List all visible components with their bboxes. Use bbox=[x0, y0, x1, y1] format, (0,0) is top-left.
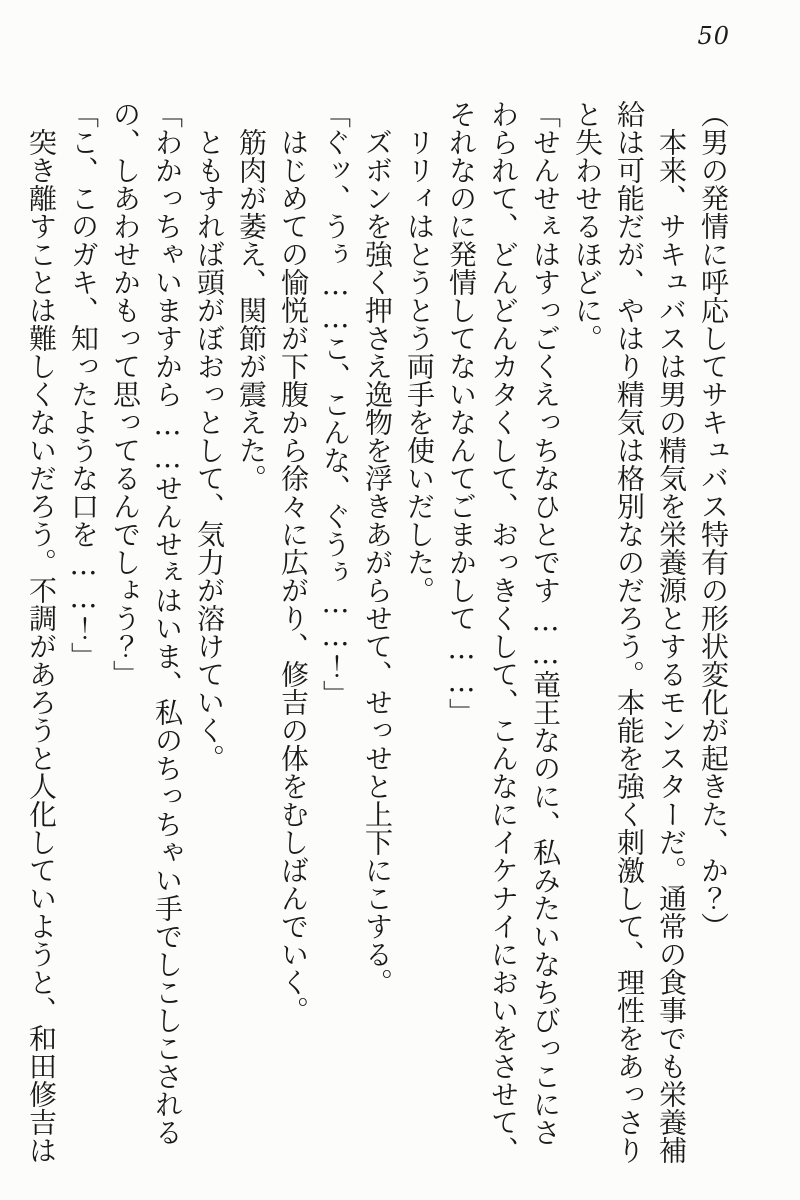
paragraph: 「ぐッ、うぅ……こ、こんな、ぐうぅ……！」 bbox=[319, 100, 352, 708]
paragraph: はじめての愉悦が下腹から徐々に広がり、修吉の体をむしばんでいく。 bbox=[277, 128, 310, 1024]
paragraph: 「せんせぇはすっごくえっちなひとです……竜王なのに、私みたいなちびっこにさわられて、どんどんカタくして、おっきくして、こんなにイケナイにおいをさせて、それなのに発情してないなんてごまかして……」 bbox=[445, 100, 562, 1164]
paragraph: 突き離すことは難しくないだろう。不調があろうと人化していようと、和田修吉は bbox=[25, 128, 58, 1164]
paragraph: 本来、サキュバスは男の精気を栄養源とするモンスターだ。通常の食事でも栄養補給は可能だが、やはり精気は格別なのだろう。本能を強く刺激して、理性をあっさりと失わせるほどに。 bbox=[571, 100, 688, 1164]
paragraph: 「わかっちゃいますから……せんせぇはいま、私のちっちゃい手でしこしこされるの、しあわせかもって思ってるんでしょう？」 bbox=[109, 100, 184, 1146]
paragraph: ともすれば頭がぼおっとして、気力が溶けていく。 bbox=[193, 128, 226, 772]
paragraph: 筋肉が萎え、関節が震えた。 bbox=[235, 128, 268, 492]
paragraph: （男の発情に呼応してサキュバス特有の形状変化が起きた、か？） bbox=[697, 100, 730, 940]
vertical-text-block bbox=[20, 100, 734, 1164]
paragraph: ズボンを強く押さえ逸物を浮きあがらせて、せっせと上下にこする。 bbox=[361, 128, 394, 996]
paragraph: リリィはとうとう両手を使いだした。 bbox=[403, 128, 436, 604]
page-number: 50 bbox=[697, 22, 730, 50]
paragraph: 「こ、このガキ、知ったような口を……！」 bbox=[67, 100, 100, 670]
